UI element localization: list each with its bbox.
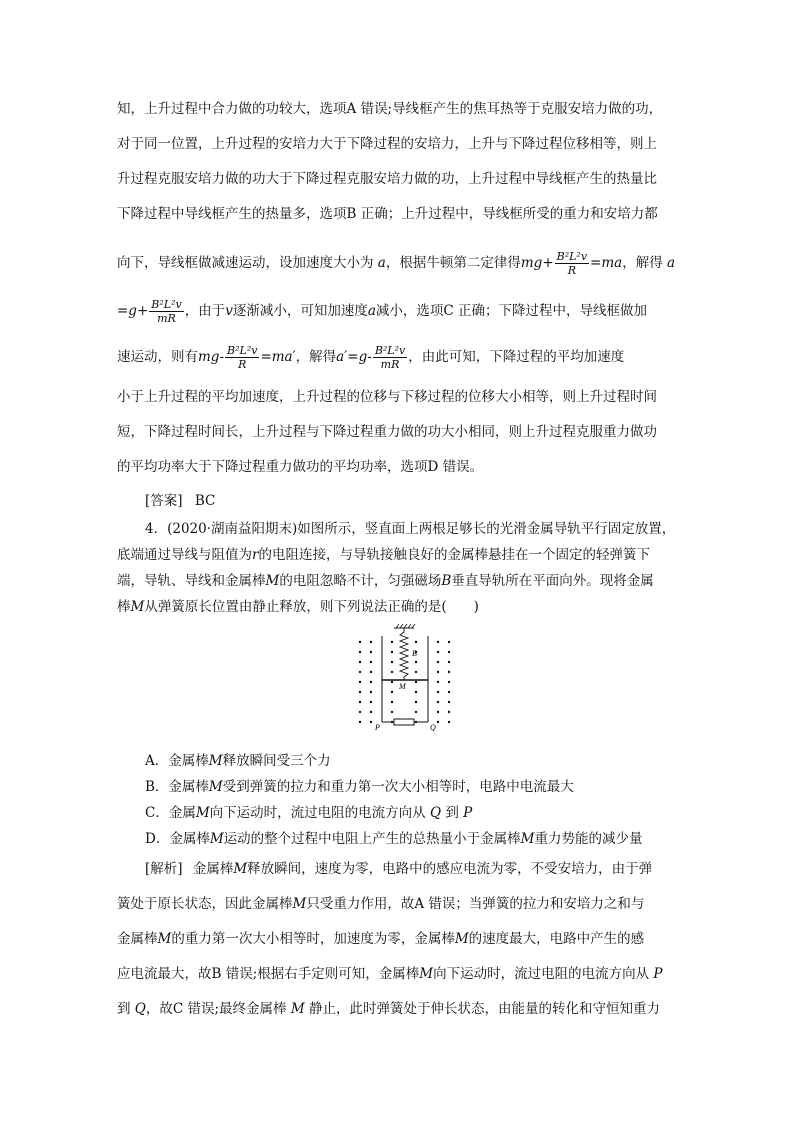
math-var: M xyxy=(233,861,248,877)
math-var: M xyxy=(209,831,224,847)
text-span: ，解得 xyxy=(295,349,337,365)
text-span: 释放瞬间受三个力 xyxy=(222,753,331,769)
math-var: Q xyxy=(134,1001,146,1017)
analysis-line-1 xyxy=(145,860,677,878)
field-dot xyxy=(415,711,417,713)
question-line-4 xyxy=(117,598,677,616)
text-span: 的电阻忽略不计，匀强磁场 xyxy=(279,573,442,589)
analysis-line-5 xyxy=(117,1000,677,1018)
text-span: 向下，导线框做减速运动，设加速度大小为 xyxy=(117,255,374,271)
field-dot xyxy=(437,701,439,703)
math-var: B xyxy=(441,573,452,589)
field-dot xyxy=(437,711,439,713)
text-span: 到 xyxy=(445,805,459,821)
text-span: 金属棒 xyxy=(192,861,234,877)
field-dot xyxy=(448,701,450,703)
field-dot xyxy=(391,661,393,663)
text-span: 棒 xyxy=(117,599,131,615)
solution-line-6 xyxy=(117,298,677,325)
math-var: mg xyxy=(198,349,220,365)
text-span: 应电流最大，故B 错误;根据右手定则可知，金属棒 xyxy=(117,966,420,982)
field-dot xyxy=(448,721,450,723)
math-var: M xyxy=(265,573,280,589)
field-dot xyxy=(370,701,372,703)
text-span: 从弹簧原长位置由静止释放，则下列说法正确的是( ) xyxy=(144,599,479,615)
field-dot xyxy=(391,701,393,703)
fraction-denominator: mR xyxy=(157,312,176,325)
math-var: a xyxy=(377,255,386,271)
field-dot xyxy=(359,711,361,713)
field-dot xyxy=(359,641,361,643)
solution-line-7 xyxy=(117,344,677,371)
math-var: P xyxy=(653,966,663,982)
field-dot xyxy=(415,691,417,693)
text-span: 静止，此时弹簧处于伸长状态，由能量的转化和守恒知重力 xyxy=(308,1001,660,1017)
field-dot xyxy=(437,671,439,673)
solution-line-8: 小于上升过程的平均加速度，上升过程的位移与下移过程的位移大小相等，则上升过程时间 xyxy=(117,389,657,405)
field-dot xyxy=(448,691,450,693)
option-c xyxy=(145,804,705,822)
text-span: C．金属 xyxy=(145,805,196,821)
math-var: M xyxy=(208,753,223,769)
solution-line-3: 升过程克服安培力做的功大于下降过程克服安培力做的功，上升过程中导线框产生的热量比 xyxy=(117,171,657,187)
math-op: - xyxy=(219,349,225,365)
math-var: v xyxy=(225,303,233,319)
text-span: 垂直导轨所在平面向外。现将金属 xyxy=(451,573,654,589)
rail-diagram-figure xyxy=(352,622,464,734)
text-span: 速运动，则有 xyxy=(117,349,198,365)
field-dot xyxy=(370,671,372,673)
math-var: M xyxy=(195,805,210,821)
label-p: P xyxy=(375,723,380,732)
text-span: 底端通过导线与阻值为 xyxy=(117,547,252,563)
math-op: + xyxy=(542,255,554,271)
fraction-denominator: R xyxy=(567,264,576,277)
field-dot xyxy=(391,641,393,643)
fraction xyxy=(149,298,183,325)
solution-line-9: 短，下降过程时间长，上升过程与下降过程重力做的功大小相同，则上升过程克服重力做功 xyxy=(117,424,657,440)
solution-line-1: 知，上升过程中合力做的功较大，选项A 错误;导线框产生的焦耳热等于克服安培力做的功， xyxy=(117,101,663,117)
text-span: D．金属棒 xyxy=(145,831,210,847)
text-span: 到 xyxy=(117,1001,131,1017)
answer-value: BC xyxy=(194,493,216,509)
math-var: M xyxy=(208,779,223,795)
text-span: 逐渐减小，可知加速度 xyxy=(232,303,368,319)
field-dot xyxy=(370,641,372,643)
analysis-line-2 xyxy=(117,895,677,913)
field-dot xyxy=(359,721,361,723)
math-var: M xyxy=(520,831,535,847)
field-dot xyxy=(448,681,450,683)
fraction xyxy=(225,344,259,371)
text-span: A．金属棒 xyxy=(145,753,209,769)
text-span: 的速度最大，电路中产生的感 xyxy=(468,931,645,947)
text-span: 重力势能的减少量 xyxy=(534,831,643,847)
question-line-3 xyxy=(117,572,677,590)
resistor-icon xyxy=(394,719,414,725)
ceiling-hatch xyxy=(396,624,415,628)
fraction xyxy=(555,250,589,277)
field-dot xyxy=(415,701,417,703)
text-span: 受到弹簧的拉力和重力第一次大小相等时，电路中电流最大 xyxy=(222,779,574,795)
field-dot xyxy=(370,651,372,653)
math-var: M xyxy=(419,966,434,982)
fraction-numerator: B²L²v xyxy=(374,344,406,357)
solution-line-10: 的平均功率大于下降过程重力做功的平均功率，选项D 错误。 xyxy=(117,459,484,475)
solution-line-4: 下降过程中导线框产生的热量多，选项B 正确；上升过程中，导线框所受的重力和安培力都 xyxy=(117,206,658,222)
math-var: M xyxy=(290,1001,305,1017)
analysis-tag: [解析] xyxy=(145,861,183,877)
field-dot xyxy=(391,651,393,653)
field-dot xyxy=(391,691,393,693)
text-span: 簧处于原长状态，因此金属棒 xyxy=(117,896,293,912)
field-dot xyxy=(448,711,450,713)
field-dot xyxy=(448,641,450,643)
option-a xyxy=(145,752,705,770)
field-dot xyxy=(437,691,439,693)
field-dot xyxy=(370,681,372,683)
label-m: M xyxy=(399,682,406,691)
field-dot xyxy=(415,671,417,673)
text-span: 向下运动时，流过电阻的电流方向从 xyxy=(209,805,426,821)
math-var: a xyxy=(667,255,676,271)
text-span: 的电阻连接，与导轨接触良好的金属棒悬挂在一个固定的轻弹簧下 xyxy=(258,547,650,563)
field-dot xyxy=(391,681,393,683)
fraction-denominator: mR xyxy=(380,358,400,371)
fraction-denominator: R xyxy=(238,358,247,371)
field-dot xyxy=(437,651,439,653)
field-dot xyxy=(359,671,361,673)
field-dot xyxy=(370,691,372,693)
analysis-line-3 xyxy=(117,930,677,948)
field-dot xyxy=(391,711,393,713)
math-var: M xyxy=(130,599,145,615)
math-expr: =ma xyxy=(590,255,623,271)
math-var: a′ xyxy=(336,349,348,365)
field-dot xyxy=(391,671,393,673)
field-dot xyxy=(359,651,361,653)
field-dot xyxy=(437,721,439,723)
text-span: 端，导轨、导线和金属棒 xyxy=(117,573,266,589)
solution-line-2: 对于同一位置，上升过程的安培力大于下降过程的安培力，上升与下降过程位移相等，则上 xyxy=(117,136,657,152)
math-var: Q xyxy=(429,805,442,821)
field-dot xyxy=(448,651,450,653)
question-line-2 xyxy=(117,546,677,564)
math-var: a xyxy=(367,303,376,319)
solution-line-5 xyxy=(117,250,677,277)
text-span: ，由此可知，下降过程的平均加速度 xyxy=(408,349,625,365)
field-dot xyxy=(437,661,439,663)
field-dot xyxy=(437,681,439,683)
spring-icon xyxy=(400,628,408,680)
field-dot xyxy=(359,681,361,683)
math-var: P xyxy=(463,805,473,821)
math-var: M xyxy=(157,931,172,947)
text-span: ，故C 错误;最终金属棒 xyxy=(145,1001,287,1017)
field-dot xyxy=(359,691,361,693)
text-span: 金属棒 xyxy=(117,931,158,947)
field-dot xyxy=(448,671,450,673)
math-var: r xyxy=(252,547,259,563)
fraction xyxy=(373,344,407,371)
text-span: 只受重力作用，故A 错误；当弹簧的拉力和安培力之和与 xyxy=(306,896,645,912)
fraction-numerator: B²L²v xyxy=(556,250,588,263)
fraction-numerator: B²L²v xyxy=(151,298,182,311)
answer-tag: [答案] xyxy=(145,493,183,509)
math-expr: =ma′ xyxy=(260,349,296,365)
text-span: 减小，选项C 正确；下降过程中，导线框做加 xyxy=(375,303,648,319)
option-d xyxy=(145,830,705,848)
text-span: ，根据牛顿第二定律得 xyxy=(385,255,521,271)
field-dot xyxy=(415,641,417,643)
math-expr: =g- xyxy=(347,349,372,365)
math-var: M xyxy=(292,896,307,912)
text-span: 释放瞬间，速度为零，电路中的感应电流为零，不受安培力，由于弹 xyxy=(247,861,653,877)
option-b xyxy=(145,778,705,796)
text-span: ，解得 xyxy=(622,255,663,271)
field-dot xyxy=(359,701,361,703)
text-span: 向下运动时，流过电阻的电流方向从 xyxy=(433,966,650,982)
field-dot xyxy=(415,661,417,663)
field-dot xyxy=(370,711,372,713)
text-span: 运动的整个过程中电阻上产生的总热量小于金属棒 xyxy=(223,831,521,847)
field-dot xyxy=(370,721,372,723)
question-line-1: 4．(2020·湖南益阳期末)如图所示，竖直面上两根足够长的光滑金属导轨平行固定放置， xyxy=(145,521,676,537)
label-q: Q xyxy=(430,723,436,732)
answer-line xyxy=(145,492,705,510)
field-dot xyxy=(448,661,450,663)
text-span: 的重力第一次大小相等时，加速度为零，金属棒 xyxy=(171,931,455,947)
field-dot xyxy=(415,681,417,683)
math-var: M xyxy=(454,931,469,947)
math-var: mg xyxy=(520,255,543,271)
math-expr: =g+ xyxy=(117,303,149,319)
text-span: ，由于 xyxy=(184,303,226,319)
field-dot xyxy=(437,641,439,643)
analysis-line-4 xyxy=(117,965,677,983)
field-dot xyxy=(359,661,361,663)
fraction-numerator: B²L²v xyxy=(227,344,258,357)
text-span: B．金属棒 xyxy=(145,779,209,795)
field-dot xyxy=(370,661,372,663)
label-b: B xyxy=(412,649,417,658)
